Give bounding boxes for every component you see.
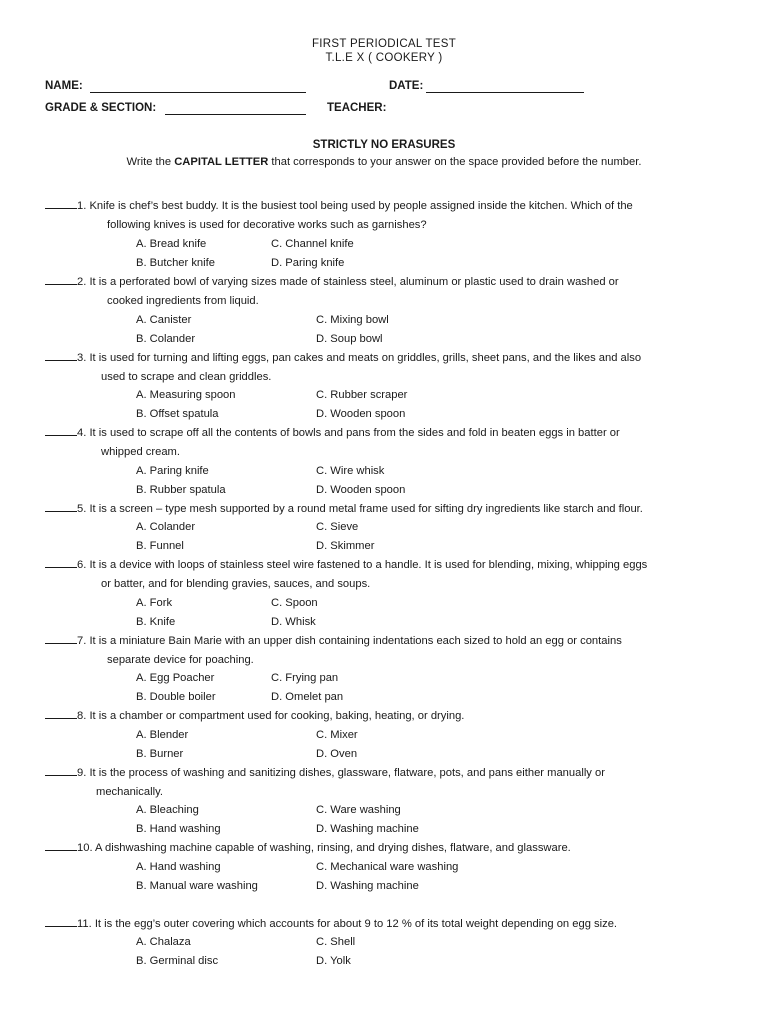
option-a: A. Colander [136, 521, 196, 533]
question-2 [45, 273, 722, 292]
question-11 [45, 915, 722, 934]
question-stem: 5. It is a screen – type mesh supported by a round metal frame used for sifting dry ingredients like starch and flour. [77, 503, 643, 515]
question-5 [45, 500, 722, 519]
question-stem: 9. It is the process of washing and sanitizing dishes, glassware, flatware, pots, and pans either manually or [77, 767, 605, 779]
option-d: D. Oven [316, 748, 358, 760]
option-c: C. Frying pan [271, 672, 339, 684]
name-label: NAME: [45, 80, 83, 92]
option-c: C. Mechanical ware washing [316, 861, 459, 873]
question-1 [45, 197, 722, 216]
option-a: A. Hand washing [136, 861, 221, 873]
option-c: C. Spoon [271, 597, 318, 609]
test-subtitle: T.L.E X ( COOKERY ) [325, 52, 443, 64]
question-continuation: used to scrape and clean griddles. [101, 371, 272, 383]
instructions-after: that corresponds to your answer on the space provided before the number. [268, 156, 642, 168]
question-continuation: mechanically. [96, 786, 163, 798]
question-continuation: cooked ingredients from liquid. [107, 295, 259, 307]
option-b: B. Manual ware washing [136, 880, 258, 892]
option-c: C. Ware washing [316, 804, 401, 816]
option-b: B. Colander [136, 333, 196, 345]
question-continuation: whipped cream. [101, 446, 180, 458]
question-stem: 10. A dishwashing machine capable of washing, rinsing, and drying dishes, flatware, and glassware. [77, 842, 571, 854]
option-a: A. Canister [136, 314, 192, 326]
option-b: B. Rubber spatula [136, 484, 226, 496]
option-a: A. Measuring spoon [136, 389, 236, 401]
option-a: A. Paring knife [136, 465, 209, 477]
option-d: D. Soup bowl [316, 333, 383, 345]
test-title: FIRST PERIODICAL TEST [311, 38, 457, 50]
grade-section-label: GRADE & SECTION: [45, 102, 157, 114]
question-stem: 2. It is a perforated bowl of varying sizes made of stainless steel, aluminum or plastic used to drain washed or [77, 276, 619, 288]
question-stem: 7. It is a miniature Bain Marie with an upper dish containing indentations each sized to hold an egg or contains [77, 635, 622, 647]
option-c: C. Rubber scraper [316, 389, 408, 401]
option-b: B. Double boiler [136, 691, 216, 703]
option-c: C. Mixing bowl [316, 314, 389, 326]
option-c: C. Shell [316, 936, 356, 948]
instructions [0, 156, 768, 168]
option-b: B. Hand washing [136, 823, 221, 835]
answer-blank[interactable] [45, 764, 77, 776]
option-d: D. Omelet pan [271, 691, 344, 703]
option-a: A. Egg Poacher [136, 672, 215, 684]
option-d: D. Whisk [271, 616, 316, 628]
option-d: D. Wooden spoon [316, 408, 406, 420]
question-10 [45, 839, 722, 858]
option-d: D. Skimmer [316, 540, 375, 552]
option-a: A. Bread knife [136, 238, 207, 250]
name-field[interactable] [90, 81, 306, 93]
question-continuation: following knives is used for decorative works such as garnishes? [107, 219, 427, 231]
option-d: D. Wooden spoon [316, 484, 406, 496]
option-a: A. Fork [136, 597, 173, 609]
question-continuation: separate device for poaching. [107, 654, 254, 666]
question-stem: 8. It is a chamber or compartment used for cooking, baking, heating, or drying. [77, 710, 465, 722]
answer-blank[interactable] [45, 556, 77, 568]
option-d: D. Washing machine [316, 880, 419, 892]
instructions-before: Write the [126, 156, 175, 168]
answer-blank[interactable] [45, 500, 77, 512]
option-b: B. Knife [136, 616, 176, 628]
answer-blank[interactable] [45, 915, 77, 927]
teacher-label: TEACHER: [327, 102, 387, 114]
question-3 [45, 349, 722, 368]
answer-blank[interactable] [45, 707, 77, 719]
answer-blank[interactable] [45, 197, 77, 209]
question-stem: 6. It is a device with loops of stainless steel wire fastened to a handle. It is used for blending, mixing, whipping eggs [77, 559, 648, 571]
question-stem: 3. It is used for turning and lifting eggs, pan cakes and meats on griddles, grills, sheet pans, and the likes and also [77, 352, 642, 364]
question-continuation: or batter, and for blending gravies, sauces, and soups. [101, 578, 371, 590]
question-stem: 11. It is the egg’s outer covering which accounts for about 9 to 12 % of its total weight depending on egg size. [77, 918, 618, 930]
option-d: D. Washing machine [316, 823, 419, 835]
date-field[interactable] [426, 81, 584, 93]
question-stem: 1. Knife is chef’s best buddy. It is the busiest tool being used by people assigned inside the kitchen. Which of the [77, 200, 633, 212]
answer-blank[interactable] [45, 632, 77, 644]
option-a: A. Blender [136, 729, 189, 741]
grade-section-field[interactable] [165, 103, 306, 115]
option-d: D. Paring knife [271, 257, 345, 269]
option-c: C. Wire whisk [316, 465, 385, 477]
date-label: DATE: [389, 80, 424, 92]
answer-blank[interactable] [45, 273, 77, 285]
option-c: C. Mixer [316, 729, 358, 741]
option-a: A. Bleaching [136, 804, 199, 816]
answer-blank[interactable] [45, 839, 77, 851]
question-7 [45, 632, 722, 651]
question-9 [45, 764, 722, 783]
question-stem: 4. It is used to scrape off all the contents of bowls and pans from the sides and fold in beaten eggs in batter or [77, 427, 620, 439]
instructions-emphasis: CAPITAL LETTER [174, 156, 269, 168]
answer-blank[interactable] [45, 349, 77, 361]
option-b: B. Germinal disc [136, 955, 219, 967]
option-a: A. Chalaza [136, 936, 191, 948]
option-b: B. Burner [136, 748, 184, 760]
option-d: D. Yolk [316, 955, 351, 967]
option-c: C. Channel knife [271, 238, 354, 250]
notice-heading: STRICTLY NO ERASURES [312, 139, 456, 151]
question-4 [45, 424, 722, 443]
answer-blank[interactable] [45, 424, 77, 436]
question-6 [45, 556, 722, 575]
option-b: B. Offset spatula [136, 408, 219, 420]
question-8 [45, 707, 722, 726]
option-b: B. Butcher knife [136, 257, 215, 269]
option-b: B. Funnel [136, 540, 184, 552]
option-c: C. Sieve [316, 521, 359, 533]
